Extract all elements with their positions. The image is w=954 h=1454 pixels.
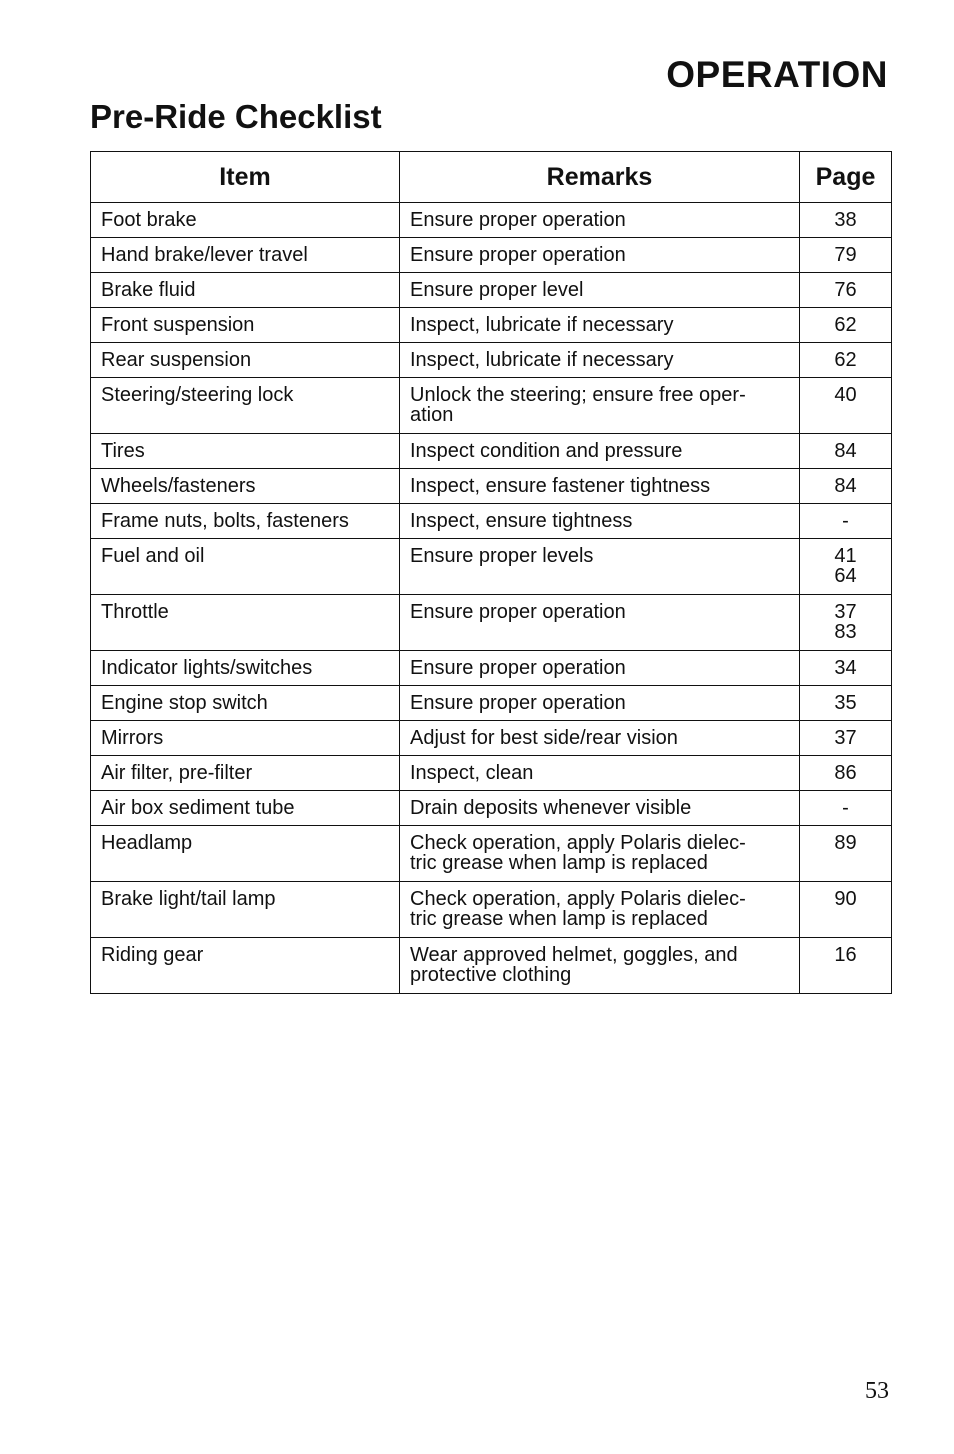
item-cell: Hand brake/lever travel bbox=[91, 238, 400, 273]
page-reference: - bbox=[842, 510, 849, 532]
table-row bbox=[91, 504, 892, 539]
column-header-remarks: Remarks bbox=[400, 152, 800, 203]
remarks-line: Inspect, ensure tightness bbox=[410, 510, 633, 532]
table-header-row bbox=[91, 152, 892, 203]
page-reference: 89 bbox=[834, 832, 857, 854]
page-cell bbox=[800, 203, 892, 238]
remarks-cell bbox=[400, 595, 800, 651]
page-reference: 76 bbox=[834, 279, 857, 301]
page-reference: 84 bbox=[834, 440, 857, 462]
table-row bbox=[91, 721, 892, 756]
item-cell: Tires bbox=[91, 434, 400, 469]
page-cell bbox=[800, 308, 892, 343]
remarks-line: Inspect, lubricate if necessary bbox=[410, 349, 674, 371]
page-cell bbox=[800, 504, 892, 539]
remarks-cell bbox=[400, 238, 800, 273]
remarks-cell bbox=[400, 504, 800, 539]
column-header-page: Page bbox=[800, 152, 892, 203]
remarks-cell bbox=[400, 469, 800, 504]
item-cell: Headlamp bbox=[91, 826, 400, 882]
table-row bbox=[91, 756, 892, 791]
page-reference: 62 bbox=[834, 314, 857, 336]
item-cell: Riding gear bbox=[91, 938, 400, 994]
page-reference: 84 bbox=[834, 475, 857, 497]
page-cell bbox=[800, 273, 892, 308]
remarks-cell bbox=[400, 203, 800, 238]
item-cell: Air filter, pre-filter bbox=[91, 756, 400, 791]
remarks-line: Adjust for best side/rear vision bbox=[410, 727, 678, 749]
page-reference: 16 bbox=[834, 944, 857, 966]
item-cell: Indicator lights/switches bbox=[91, 651, 400, 686]
checklist-table bbox=[90, 151, 892, 994]
column-header-item: Item bbox=[91, 152, 400, 203]
item-cell: Mirrors bbox=[91, 721, 400, 756]
table-row bbox=[91, 238, 892, 273]
remarks-line: Ensure proper operation bbox=[410, 244, 626, 266]
remarks-line: Ensure proper operation bbox=[410, 657, 626, 679]
page-reference: 62 bbox=[834, 349, 857, 371]
page-reference: 90 bbox=[834, 888, 857, 910]
remarks-cell bbox=[400, 539, 800, 595]
remarks-line: Drain deposits whenever visible bbox=[410, 797, 692, 819]
table-row bbox=[91, 826, 892, 882]
page-cell bbox=[800, 469, 892, 504]
table-body bbox=[91, 203, 892, 994]
remarks-line: Wear approved helmet, goggles, and bbox=[410, 944, 738, 966]
remarks-cell bbox=[400, 882, 800, 938]
page-number: 53 bbox=[865, 1378, 889, 1404]
remarks-cell bbox=[400, 378, 800, 434]
item-cell: Frame nuts, bolts, fasteners bbox=[91, 504, 400, 539]
page-cell bbox=[800, 651, 892, 686]
remarks-cell bbox=[400, 308, 800, 343]
remarks-cell bbox=[400, 938, 800, 994]
page-reference: 38 bbox=[834, 209, 857, 231]
item-cell: Brake fluid bbox=[91, 273, 400, 308]
page-cell bbox=[800, 882, 892, 938]
item-cell: Wheels/fasteners bbox=[91, 469, 400, 504]
page-cell bbox=[800, 686, 892, 721]
item-cell: Engine stop switch bbox=[91, 686, 400, 721]
table-row bbox=[91, 938, 892, 994]
table-row bbox=[91, 378, 892, 434]
page-reference: 40 bbox=[834, 384, 857, 406]
table-row bbox=[91, 791, 892, 826]
remarks-line: Ensure proper levels bbox=[410, 545, 594, 567]
remarks-cell bbox=[400, 756, 800, 791]
remarks-cell bbox=[400, 826, 800, 882]
item-cell: Front suspension bbox=[91, 308, 400, 343]
table-row bbox=[91, 595, 892, 651]
page-reference: 37 bbox=[834, 601, 857, 623]
page-cell bbox=[800, 343, 892, 378]
page-cell bbox=[800, 756, 892, 791]
remarks-cell bbox=[400, 686, 800, 721]
remarks-line: Inspect, ensure fastener tightness bbox=[410, 475, 711, 497]
table-row bbox=[91, 308, 892, 343]
remarks-line: Unlock the steering; ensure free oper- bbox=[410, 384, 746, 406]
table-row bbox=[91, 469, 892, 504]
page-reference: 64 bbox=[834, 565, 857, 587]
remarks-line: Ensure proper operation bbox=[410, 209, 626, 231]
page-reference: - bbox=[842, 797, 849, 819]
remarks-line: Check operation, apply Polaris dielec- bbox=[410, 832, 746, 854]
table-row bbox=[91, 539, 892, 595]
item-cell: Air box sediment tube bbox=[91, 791, 400, 826]
page-reference: 79 bbox=[834, 244, 857, 266]
table-row bbox=[91, 343, 892, 378]
remarks-cell bbox=[400, 434, 800, 469]
remarks-line: Check operation, apply Polaris dielec- bbox=[410, 888, 746, 910]
page-reference: 34 bbox=[834, 657, 857, 679]
table-row bbox=[91, 882, 892, 938]
remarks-line: tric grease when lamp is replaced bbox=[410, 852, 708, 874]
remarks-cell bbox=[400, 343, 800, 378]
remarks-line: Inspect, clean bbox=[410, 762, 534, 784]
page-cell bbox=[800, 238, 892, 273]
page-reference: 41 bbox=[834, 545, 857, 567]
remarks-line: tric grease when lamp is replaced bbox=[410, 908, 708, 930]
page-cell bbox=[800, 434, 892, 469]
table-row bbox=[91, 203, 892, 238]
remarks-cell bbox=[400, 791, 800, 826]
section-title: OPERATION bbox=[666, 54, 888, 95]
remarks-cell bbox=[400, 651, 800, 686]
remarks-line: Ensure proper level bbox=[410, 279, 584, 301]
page-reference: 37 bbox=[834, 727, 857, 749]
remarks-line: Ensure proper operation bbox=[410, 692, 626, 714]
page-cell bbox=[800, 378, 892, 434]
remarks-line: ation bbox=[410, 404, 454, 426]
remarks-cell bbox=[400, 273, 800, 308]
item-cell: Rear suspension bbox=[91, 343, 400, 378]
remarks-line: Ensure proper operation bbox=[410, 601, 626, 623]
item-cell: Steering/steering lock bbox=[91, 378, 400, 434]
page-cell bbox=[800, 595, 892, 651]
page-cell bbox=[800, 791, 892, 826]
table-row bbox=[91, 686, 892, 721]
page-cell bbox=[800, 826, 892, 882]
item-cell: Brake light/tail lamp bbox=[91, 882, 400, 938]
item-cell: Fuel and oil bbox=[91, 539, 400, 595]
page-cell bbox=[800, 938, 892, 994]
item-cell: Foot brake bbox=[91, 203, 400, 238]
page-reference: 83 bbox=[834, 621, 857, 643]
table-row bbox=[91, 434, 892, 469]
table-row bbox=[91, 273, 892, 308]
remarks-line: protective clothing bbox=[410, 964, 572, 986]
remarks-line: Inspect condition and pressure bbox=[410, 440, 683, 462]
page-cell bbox=[800, 721, 892, 756]
page-heading: Pre-Ride Checklist bbox=[90, 98, 382, 135]
page-reference: 35 bbox=[834, 692, 857, 714]
page-cell bbox=[800, 539, 892, 595]
page-reference: 86 bbox=[834, 762, 857, 784]
table-row bbox=[91, 651, 892, 686]
item-cell: Throttle bbox=[91, 595, 400, 651]
remarks-cell bbox=[400, 721, 800, 756]
remarks-line: Inspect, lubricate if necessary bbox=[410, 314, 674, 336]
